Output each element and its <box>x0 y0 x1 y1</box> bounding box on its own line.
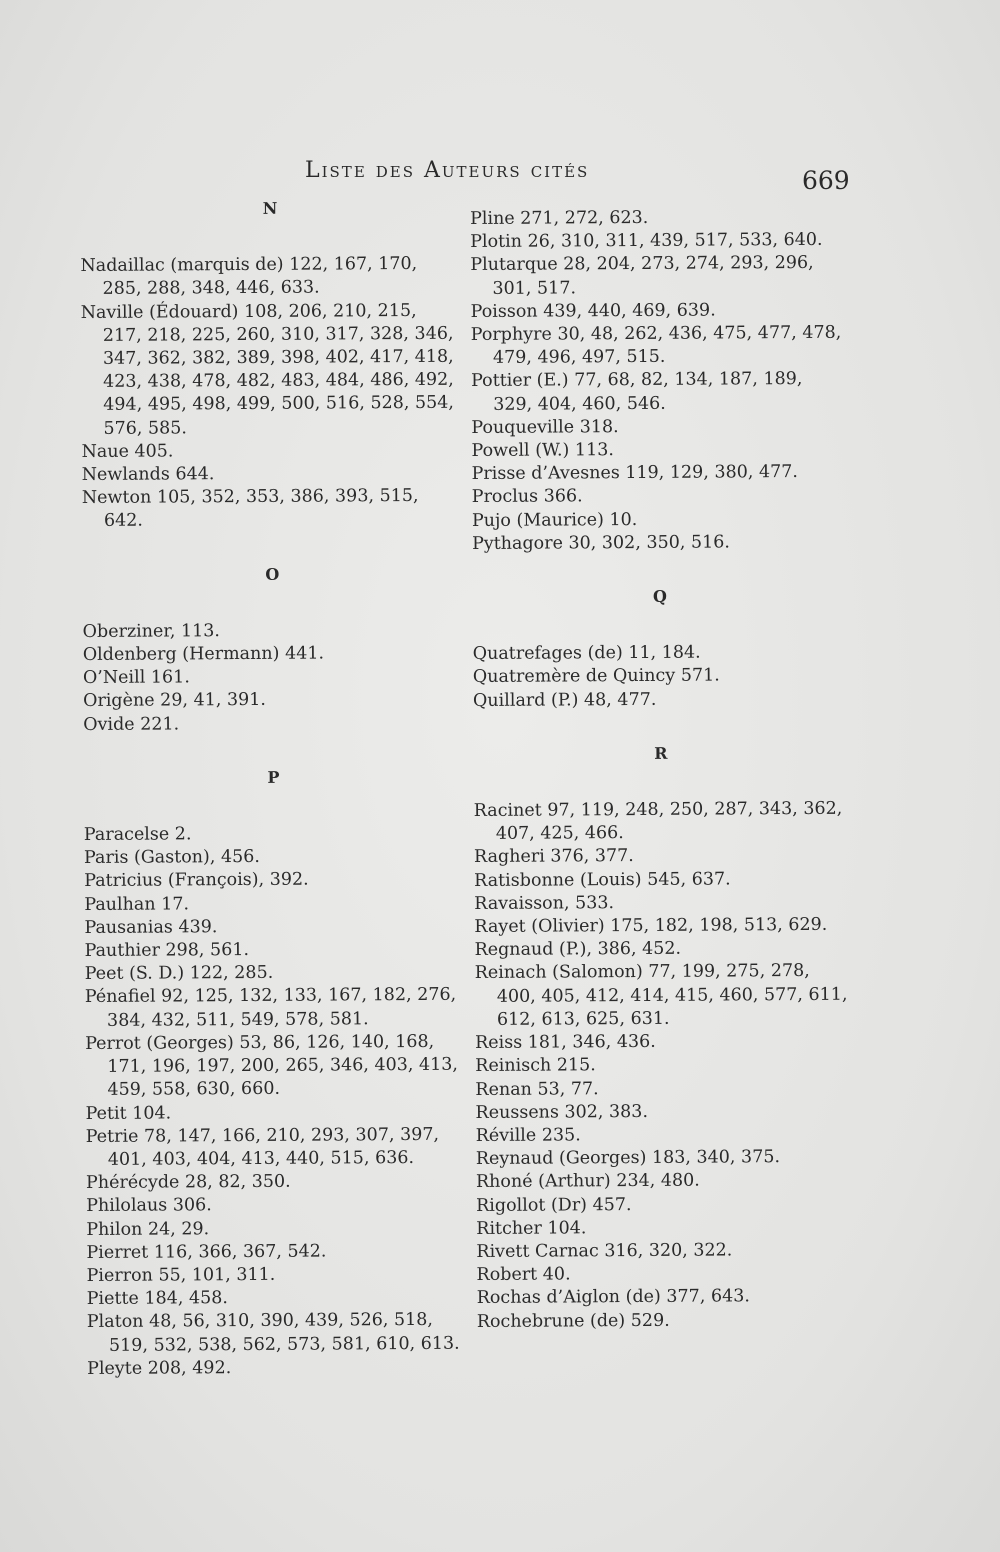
index-entry-list <box>473 641 848 713</box>
index-entry <box>474 914 849 939</box>
index-entry <box>81 299 462 441</box>
page-references: 235. <box>541 1125 581 1146</box>
index-entry <box>471 415 846 440</box>
page-references: 29, 41, 391. <box>160 690 266 711</box>
author-name: Ratisbonne (Louis) <box>474 869 642 891</box>
page-references: 113. <box>180 620 220 642</box>
page-references: 376, 377. <box>550 846 634 867</box>
index-entry <box>471 322 846 371</box>
author-name: Newlands <box>81 464 170 486</box>
page-references: 318. <box>579 416 619 438</box>
author-name: Paulhan <box>84 894 156 915</box>
author-name: Reinisch <box>475 1055 552 1077</box>
page-references: 392. <box>269 870 309 891</box>
author-name: Platon <box>86 1311 144 1333</box>
index-entry <box>82 462 462 488</box>
index-entry <box>476 1169 851 1194</box>
index-entry <box>86 1170 466 1196</box>
author-name: Petit <box>85 1103 127 1124</box>
page-references: 366. <box>543 486 583 507</box>
index-entry <box>474 867 849 892</box>
section-letter-p: P <box>267 767 280 787</box>
author-name: Proclus <box>471 487 539 508</box>
page-references: 48, 477. <box>583 689 657 710</box>
page-references: 53, 86, 126, 140, 168, 171, 196, 197, 200, 265, 346, 403, 413, 459, 558, 630, 660. <box>107 1031 459 1101</box>
index-entry <box>471 299 846 324</box>
author-name: Rayet (Olivier) <box>474 916 605 938</box>
page-references: 48, 56, 310, 390, 439, 526, 518, 519, 532, 538, 562, 573, 581, 610, 613. <box>108 1310 460 1356</box>
author-name: Oldenberg (Hermann) <box>82 643 280 666</box>
page-references: 545, 637. <box>647 869 731 890</box>
page-references: 30, 302, 350, 516. <box>568 532 730 554</box>
page-references: 161. <box>150 667 190 688</box>
author-name: Ovide <box>83 714 135 735</box>
page-references: 271, 272, 623. <box>520 207 649 229</box>
index-entry <box>81 439 461 465</box>
index-entry <box>475 1030 850 1055</box>
index-entry <box>84 845 464 871</box>
author-name: Porphyre <box>470 324 552 346</box>
page-references: 119, 129, 380, 477. <box>625 462 798 484</box>
author-name: Pénafiel <box>84 987 156 1008</box>
index-entry <box>476 1215 851 1240</box>
index-entry <box>85 1031 465 1103</box>
author-name: Pierret <box>86 1242 149 1263</box>
index-entry-list <box>470 206 847 556</box>
index-entry <box>85 961 465 987</box>
index-entry <box>472 531 847 556</box>
author-name: Rochas d’Aiglon (de) <box>476 1287 661 1309</box>
index-entry <box>87 1355 467 1381</box>
author-name: Ritcher <box>476 1218 542 1239</box>
author-name: Pline <box>470 208 515 229</box>
author-name: Quatremère de Quincy <box>472 666 676 688</box>
page-references: 221. <box>140 714 180 735</box>
section-letter-n: N <box>262 198 278 218</box>
author-name: Ravaisson, <box>474 893 570 914</box>
page-references: 97, 119, 248, 250, 287, 343, 362, 407, 425, 466. <box>495 798 843 845</box>
index-entry <box>475 1099 850 1124</box>
page-references: 184, 458. <box>144 1288 229 1309</box>
page-references: 377, 643. <box>666 1286 750 1308</box>
index-entry <box>86 1216 466 1242</box>
author-name: Piette <box>86 1288 139 1310</box>
index-entry <box>473 687 848 712</box>
author-name: Perrot (Georges) <box>85 1032 234 1054</box>
index-entry <box>471 438 846 463</box>
page-references: 108, 206, 210, 215, 217, 218, 225, 260, 310, 317, 328, 346, 347, 362, 382, 389, 398, 402, 417, 418, 423, 438, 478, 482, 483, 484, 486, 492, 494, 495, 498, 499, 500, 516, 528, 554, 576, 585. <box>102 300 454 439</box>
author-name: Powell (W.) <box>471 440 570 462</box>
author-name: Philolaus <box>86 1195 168 1217</box>
author-name: Robert <box>476 1264 538 1286</box>
author-name: Nadaillac (marquis de) <box>80 254 284 277</box>
index-entry <box>474 891 849 916</box>
index-entry <box>83 711 463 737</box>
page-references: 28, 204, 273, 274, 293, 296, 301, 517. <box>492 253 814 299</box>
index-entry-list <box>84 822 467 1381</box>
index-entry <box>474 844 849 869</box>
index-entry <box>470 229 845 254</box>
author-name: Pythagore <box>471 533 563 554</box>
page-references: 306. <box>172 1195 212 1216</box>
index-entry <box>476 1262 851 1287</box>
author-name: Rivett Carnac <box>476 1241 599 1262</box>
author-name: Naville (Édouard) <box>80 301 239 323</box>
index-entry <box>86 1123 466 1172</box>
author-name: Prisse d’Avesnes <box>471 463 620 485</box>
author-name: Patricius (François), <box>84 870 265 892</box>
author-name: O’Neill <box>82 667 146 689</box>
page-references: 104. <box>132 1102 172 1124</box>
index-entry <box>473 641 848 666</box>
page-references: 208, 492. <box>147 1357 232 1379</box>
index-entry <box>83 642 463 668</box>
index-column-right <box>470 206 852 1334</box>
section-letter-r: R <box>654 743 668 763</box>
author-name: Pausanias <box>84 917 173 938</box>
page-references: 28, 82, 350. <box>184 1171 291 1193</box>
author-name: Ragheri <box>473 847 545 868</box>
index-entry-list <box>80 253 462 534</box>
index-entry <box>84 868 464 894</box>
author-name: Quatrefages (de) <box>472 643 623 665</box>
page-references: 26, 310, 311, 439, 517, 533, 640. <box>527 230 823 252</box>
index-entry <box>84 915 464 941</box>
author-name: Rigollot (Dr) <box>476 1194 588 1216</box>
index-entry <box>472 507 847 532</box>
page-references: 11, 184. <box>628 642 701 664</box>
index-entry <box>470 252 845 301</box>
index-entry-list <box>83 619 464 737</box>
author-name: Peet (S. D.) <box>84 963 185 985</box>
page-references: 24, 29. <box>147 1218 210 1240</box>
index-entry <box>476 1123 851 1148</box>
author-name: Naue <box>81 441 129 462</box>
index-entry <box>471 368 846 417</box>
author-name: Pleyte <box>87 1358 143 1379</box>
author-name: Rhoné (Arthur) <box>475 1171 611 1193</box>
index-entry <box>476 1192 851 1217</box>
section-letter-o: O <box>265 564 280 584</box>
author-name: Pierron <box>86 1265 153 1286</box>
author-name: Reynaud (Georges) <box>475 1148 647 1170</box>
page-references: 30, 48, 262, 436, 475, 477, 478, 479, 496, 497, 515. <box>492 322 842 369</box>
index-entry <box>85 984 465 1033</box>
author-name: Renan <box>475 1079 532 1100</box>
page-references: 78, 147, 166, 210, 293, 307, 397, 401, 403, 404, 413, 440, 515, 636. <box>107 1124 440 1170</box>
page-references: 183, 340, 375. <box>651 1147 781 1169</box>
author-name: Reiss <box>475 1032 523 1054</box>
page-references: 55, 101, 311. <box>158 1264 276 1286</box>
page-references: 77, 68, 82, 134, 187, 189, 329, 404, 460, 546. <box>493 369 803 415</box>
page-references: 40. <box>542 1264 571 1285</box>
author-name: Phérécyde <box>85 1172 180 1194</box>
page-number: 669 <box>802 166 850 195</box>
page-references: 456. <box>220 847 261 868</box>
author-name: Regnaud (P.), <box>474 939 593 961</box>
page-references: 439. <box>178 917 218 938</box>
page-references: 122, 167, 170, 285, 288, 348, 446, 633. <box>102 254 418 300</box>
author-name: Racinet <box>473 800 542 822</box>
index-entry <box>84 822 464 848</box>
author-name: Poisson <box>470 301 538 322</box>
page-references: 533. <box>575 893 615 914</box>
index-entry <box>475 1076 850 1101</box>
index-entry <box>83 688 463 714</box>
page-references: 441. <box>284 643 325 664</box>
author-name: Rochebrune (de) <box>476 1310 626 1332</box>
author-name: Plotin <box>470 231 523 253</box>
page-references: 644. <box>175 464 215 485</box>
page-references: 175, 182, 198, 513, 629. <box>610 914 828 937</box>
index-entry <box>82 485 462 534</box>
index-entry <box>473 664 848 689</box>
index-entry <box>83 665 463 691</box>
section-letter-q: Q <box>652 586 667 606</box>
author-name: Réville <box>475 1125 537 1146</box>
page-references: 181, 346, 436. <box>527 1031 656 1053</box>
page-references: 529. <box>630 1310 670 1331</box>
index-entry <box>86 1100 466 1126</box>
index-column-left <box>80 196 467 1381</box>
author-name: Pauthier <box>84 940 160 962</box>
author-name: Reinach (Salomon) <box>474 962 643 984</box>
index-entry <box>475 1053 850 1078</box>
index-entry <box>80 253 460 302</box>
index-entry <box>475 960 850 1032</box>
page-references: 104. <box>547 1218 587 1239</box>
page-references: 316, 320, 322. <box>604 1240 733 1262</box>
author-name: Plutarque <box>470 254 558 276</box>
index-entry <box>477 1308 852 1333</box>
page-references: 92, 125, 132, 133, 167, 182, 276, 384, 432, 511, 549, 578, 581. <box>106 985 457 1031</box>
author-name: Pujo (Maurice) <box>471 509 604 531</box>
author-name: Philon <box>86 1219 143 1240</box>
page-references: 17. <box>161 894 190 915</box>
page-references: 386, 452. <box>597 939 682 960</box>
index-entry <box>87 1263 467 1289</box>
index-entry <box>472 461 847 486</box>
page-references: 122, 285. <box>189 963 274 984</box>
page-references: 10. <box>609 509 638 530</box>
author-name: Reussens <box>475 1102 559 1123</box>
page-references: 571. <box>680 665 720 687</box>
page-references: 457. <box>592 1194 632 1215</box>
author-name: Pottier (E.) <box>470 370 569 392</box>
author-name: Origène <box>83 691 155 712</box>
page-references: 439, 440, 469, 639. <box>543 300 716 322</box>
page-references: 77, 199, 275, 278, 400, 405, 412, 414, 415, 460, 577, 611, 612, 613, 625, 631. <box>496 961 848 1030</box>
index-entry <box>476 1239 851 1264</box>
page-references: 113. <box>574 440 614 461</box>
page-references: 302, 383. <box>564 1101 649 1123</box>
index-entry <box>86 1239 466 1265</box>
page-references: 298, 561. <box>165 940 250 961</box>
page-references: 215. <box>556 1055 596 1076</box>
index-entry <box>474 798 849 847</box>
page-references: 2. <box>174 824 192 845</box>
page-references: 234, 480. <box>616 1170 700 1192</box>
page-references: 105, 352, 353, 386, 393, 515, 642. <box>103 486 419 532</box>
index-entry <box>470 206 845 231</box>
index-entry <box>477 1285 852 1310</box>
author-name: Newton <box>81 487 152 509</box>
index-entry <box>85 938 465 964</box>
page-references: 405. <box>134 441 174 462</box>
index-entry <box>87 1286 467 1312</box>
author-name: Petrie <box>85 1126 139 1147</box>
index-entry <box>86 1193 466 1219</box>
index-entry <box>472 484 847 509</box>
index-entry <box>476 1146 851 1171</box>
index-entry <box>474 937 849 962</box>
author-name: Paris (Gaston), <box>83 847 216 869</box>
index-entry <box>87 1309 467 1358</box>
index-entry <box>84 891 464 917</box>
index-entry <box>83 619 463 645</box>
page-references: 116, 366, 367, 542. <box>153 1241 327 1263</box>
author-name: Quillard (P.) <box>472 690 579 711</box>
running-title: Liste des Auteurs cités <box>305 158 590 183</box>
author-name: Paracelse <box>83 824 170 846</box>
author-name: Oberziner, <box>82 621 176 642</box>
author-name: Pouqueville <box>471 417 575 438</box>
page-references: 53, 77. <box>537 1078 599 1100</box>
index-entry-list <box>474 798 852 1334</box>
